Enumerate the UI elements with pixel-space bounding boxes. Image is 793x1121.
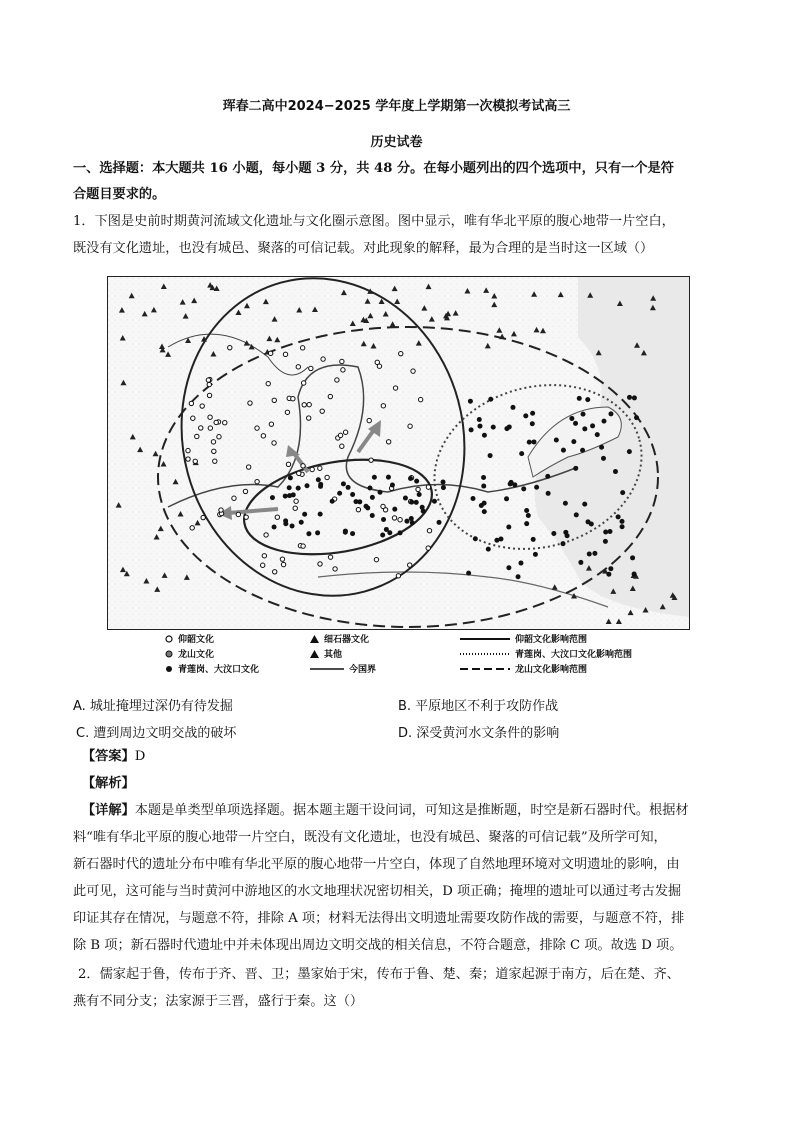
detail-line-5: 印证其存在情况，与题意不符，排除 A 项；材料无法得出文明遗址需要攻防作战的需要，与题意不符，排	[73, 911, 685, 926]
qinglian-site-marker	[499, 536, 504, 541]
yangshao-site-marker	[411, 369, 415, 373]
qinglian-site-marker	[398, 530, 403, 535]
yangshao-site-marker	[318, 466, 322, 470]
qinglian-site-marker	[288, 475, 293, 480]
qinglian-site-marker	[506, 525, 511, 530]
yangshao-site-marker	[328, 555, 332, 559]
yangshao-site-marker	[302, 403, 306, 407]
qinglian-site-marker	[488, 397, 493, 402]
yangshao-site-marker	[340, 444, 344, 448]
qinglian-site-marker	[601, 419, 606, 424]
qinglian-site-marker	[560, 541, 565, 546]
answer-value: D	[134, 749, 146, 764]
yangshao-site-marker	[318, 562, 322, 566]
qinglian-site-marker	[603, 530, 608, 535]
yangshao-site-marker	[207, 393, 211, 397]
qinglian-site-marker	[524, 521, 529, 526]
dotted-line-icon	[460, 652, 510, 656]
yangshao-site-marker	[213, 459, 217, 463]
option-a: A. 城址掩埋过深仍有待发掘	[73, 699, 233, 714]
qinglian-site-marker	[527, 440, 532, 445]
yangshao-site-marker	[272, 398, 276, 402]
qinglian-site-marker	[302, 512, 307, 517]
yangshao-site-marker	[320, 409, 324, 413]
qinglian-site-marker	[481, 475, 486, 480]
answer-line	[82, 748, 732, 766]
yangshao-site-marker	[369, 458, 373, 462]
section-instructions-line1: 一、选择题：本大题共 16 小题，每小题 3 分，共 48 分。在每小题列出的四个选项中，只有一个是符	[73, 161, 674, 176]
qinglian-site-marker	[318, 484, 323, 489]
qinglian-site-marker	[315, 530, 320, 535]
qinglian-site-marker	[573, 466, 578, 471]
map-illustration	[108, 277, 689, 629]
qinglian-site-marker	[305, 483, 310, 488]
yangshao-site-marker	[286, 462, 290, 466]
qinglian-site-marker	[296, 486, 301, 491]
yangshao-site-marker	[300, 346, 304, 350]
qinglian-site-marker	[290, 523, 295, 528]
qinglian-site-marker	[367, 485, 372, 490]
yangshao-site-marker	[427, 529, 431, 533]
exam-title: 珲春二高中2024−2025 学年度上学期第一次模拟考试高三	[222, 99, 571, 114]
yangshao-site-marker	[269, 422, 273, 426]
yangshao-site-marker	[193, 459, 197, 463]
qinglian-site-marker	[414, 479, 419, 484]
yangshao-site-marker	[418, 397, 422, 401]
option-b: B. 平原地区不利于攻防作战	[398, 699, 559, 714]
qinglian-site-marker	[607, 529, 612, 534]
detail-line-2: 料“唯有华北平原的腹心地带一片空白，既没有文化遗址，也没有城邑、聚落的可信记载”及所学可知，	[73, 830, 667, 845]
yangshao-site-marker	[381, 404, 385, 408]
qinglian-site-marker	[563, 530, 568, 535]
yangshao-site-marker	[190, 526, 194, 530]
qinglian-site-marker	[469, 427, 474, 432]
map-legend	[165, 632, 685, 677]
yangshao-site-marker	[301, 381, 305, 385]
legend-yangshao: 仰韶文化	[165, 632, 214, 645]
option-d: D. 深受黄河水文条件的影响	[398, 726, 560, 741]
qinglian-site-marker	[519, 451, 524, 456]
qinglian-site-marker	[350, 531, 355, 536]
qinglian-site-marker	[582, 426, 587, 431]
yangshao-site-marker	[307, 402, 311, 406]
qinglian-site-marker	[523, 413, 528, 418]
qinglian-site-marker	[370, 495, 375, 500]
qinglian-site-marker	[341, 481, 346, 486]
qinglian-site-marker	[337, 491, 342, 496]
qinglian-site-marker	[530, 411, 535, 416]
yangshao-site-marker	[200, 404, 204, 408]
qinglian-site-marker	[551, 531, 556, 536]
yangshao-site-marker	[356, 507, 360, 511]
legend-other: 其他	[310, 647, 342, 660]
yangshao-site-marker	[310, 467, 314, 471]
yangshao-site-marker	[301, 544, 305, 548]
qinglian-site-marker	[620, 490, 625, 495]
yangshao-site-marker	[386, 440, 390, 444]
yangshao-site-marker	[294, 499, 298, 503]
yangshao-site-marker	[374, 557, 378, 561]
qinglian-site-marker	[524, 508, 529, 513]
yangshao-site-marker	[340, 359, 344, 363]
qinglian-site-marker	[318, 512, 323, 517]
yangshao-site-marker	[207, 382, 211, 386]
qinglian-site-marker	[546, 491, 551, 496]
qinglian-site-marker	[587, 551, 592, 556]
yangshao-site-marker	[426, 546, 430, 550]
legend-qinglian: 青莲岗、大汶口文化	[165, 662, 259, 675]
yangshao-site-marker	[296, 365, 300, 369]
qinglian-site-marker	[531, 439, 536, 444]
yangshao-site-marker	[248, 401, 252, 405]
qinglian-site-marker	[306, 531, 311, 536]
qinglian-site-marker	[381, 517, 386, 522]
qinglian-site-marker	[350, 492, 355, 497]
yangshao-site-marker	[266, 381, 270, 385]
qinglian-site-marker	[408, 476, 413, 481]
qinglian-site-marker	[613, 469, 618, 474]
qinglian-site-marker	[592, 551, 597, 556]
qinglian-site-marker	[574, 512, 579, 517]
qinglian-site-marker	[414, 500, 419, 505]
qinglian-site-marker	[392, 507, 397, 512]
dashed-line-icon	[460, 667, 510, 671]
legend-longshan: 龙山文化	[165, 647, 214, 660]
question-2-stem-line2: 燕有不同分支；法家源于三晋，盛行于秦。这（）	[73, 994, 364, 1009]
yangshao-site-marker	[325, 475, 329, 479]
qinglian-site-marker	[316, 477, 321, 482]
yangshao-site-marker	[307, 416, 311, 420]
qinglian-site-marker	[380, 533, 385, 538]
qinglian-site-marker	[573, 421, 578, 426]
qinglian-site-marker	[481, 484, 486, 489]
qinglian-site-marker	[634, 415, 639, 420]
yangshao-site-marker	[268, 351, 272, 355]
qinglian-site-marker	[364, 504, 369, 509]
yangshao-site-marker	[206, 378, 210, 382]
qinglian-site-marker	[516, 574, 521, 579]
qinglian-site-marker	[432, 499, 437, 504]
qinglian-site-marker	[506, 565, 511, 570]
yangshao-site-marker	[211, 440, 215, 444]
yangshao-site-marker	[214, 420, 218, 424]
yangshao-site-marker	[333, 567, 337, 571]
qinglian-site-marker	[577, 396, 582, 401]
qinglian-site-marker	[601, 456, 606, 461]
yangshao-site-marker	[392, 516, 396, 520]
qinglian-site-marker	[632, 395, 637, 400]
qinglian-site-marker	[410, 520, 415, 525]
yangshao-site-marker	[367, 418, 371, 422]
triangle-icon	[310, 635, 319, 643]
yangshao-site-marker	[280, 557, 284, 561]
qinglian-site-marker	[603, 539, 608, 544]
qinglian-site-marker	[606, 572, 611, 577]
yangshao-site-marker	[201, 515, 205, 519]
yangshao-site-marker	[297, 471, 301, 475]
yangshao-site-marker	[396, 574, 400, 578]
yangshao-site-marker	[255, 426, 259, 430]
detail-line-1: 【详解】本题是单类型单项选择题。据本题主题干设问词，可知这是推断题，时空是新石器时代。根据材	[82, 803, 689, 818]
qinglian-site-marker	[491, 425, 496, 430]
qinglian-site-marker	[468, 399, 473, 404]
qinglian-site-marker	[595, 432, 600, 437]
qinglian-site-marker	[504, 496, 509, 501]
qinglian-site-marker	[599, 445, 604, 450]
question-1-stem-line2: 既没有文化遗址，也没有城邑、聚落的可信记载。对此现象的解释，最为合理的是当时这一区域（）	[73, 241, 654, 256]
qinglian-site-marker	[571, 439, 576, 444]
qinglian-site-marker	[270, 495, 275, 500]
qinglian-site-marker	[585, 397, 590, 402]
qinglian-site-marker	[580, 448, 585, 453]
yangshao-site-marker	[262, 554, 266, 558]
analysis-tag: 【解析】	[82, 776, 135, 791]
qinglian-site-marker	[608, 566, 613, 571]
yangshao-site-marker	[291, 397, 295, 401]
qinglian-site-marker	[287, 485, 292, 490]
yangshao-site-marker	[232, 496, 236, 500]
yangshao-site-marker	[398, 518, 402, 522]
yangshao-site-marker	[191, 416, 195, 420]
qinglian-site-marker	[441, 485, 446, 490]
yangshao-site-marker	[408, 424, 412, 428]
yangshao-site-marker	[281, 562, 285, 566]
yellow-river-culture-map	[107, 276, 690, 630]
qinglian-site-marker	[508, 481, 513, 486]
yangshao-site-marker	[261, 434, 265, 438]
qinglian-site-marker	[299, 520, 304, 525]
qinglian-site-marker	[521, 486, 526, 491]
qinglian-site-marker	[272, 524, 277, 529]
yangshao-site-marker	[393, 386, 397, 390]
qinglian-site-marker	[486, 547, 491, 552]
yangshao-site-marker	[293, 506, 297, 510]
qinglian-site-marker	[578, 560, 583, 565]
qinglian-site-marker	[616, 514, 621, 519]
subject-title: 历史试卷	[370, 135, 423, 150]
yangshao-site-marker	[321, 357, 325, 361]
yangshao-site-marker	[260, 563, 264, 567]
qinglian-site-marker	[627, 449, 632, 454]
qinglian-site-marker	[403, 496, 408, 501]
qinglian-site-marker	[530, 421, 535, 426]
qinglian-site-marker	[533, 552, 538, 557]
qinglian-site-marker	[372, 475, 377, 480]
legend-qinglian-range: 青莲岗、大汶口文化影响范围	[460, 647, 632, 660]
legend-microlith: 细石器文化	[310, 632, 369, 645]
qinglian-site-marker	[627, 395, 632, 400]
qinglian-site-marker	[283, 521, 288, 526]
qinglian-site-marker	[409, 500, 414, 505]
filled-circle-icon	[165, 665, 173, 673]
yangshao-site-marker	[244, 515, 248, 519]
qinglian-site-marker	[620, 524, 625, 529]
qinglian-site-marker	[620, 519, 625, 524]
yangshao-site-marker	[416, 487, 420, 491]
qinglian-site-marker	[330, 499, 335, 504]
yangshao-site-marker	[301, 464, 305, 468]
qinglian-site-marker	[534, 485, 539, 490]
qinglian-site-marker	[608, 411, 613, 416]
solid-line-icon	[310, 667, 344, 671]
qinglian-site-marker	[477, 424, 482, 429]
qinglian-site-marker	[561, 448, 566, 453]
qinglian-site-marker	[526, 513, 531, 518]
legend-border: 今国界	[310, 662, 376, 675]
yangshao-site-marker	[217, 435, 221, 439]
open-circle-icon	[165, 635, 173, 643]
yangshao-site-marker	[283, 352, 287, 356]
yangshao-site-marker	[377, 364, 381, 368]
yangshao-site-marker	[195, 434, 199, 438]
yangshao-site-marker	[272, 441, 276, 445]
qinglian-site-marker	[420, 505, 425, 510]
qinglian-site-marker	[589, 522, 594, 527]
yangshao-site-marker	[309, 366, 313, 370]
yangshao-site-marker	[426, 485, 430, 489]
qinglian-site-marker	[466, 571, 471, 576]
qinglian-site-marker	[507, 424, 512, 429]
qinglian-site-marker	[378, 490, 383, 495]
qinglian-site-marker	[346, 485, 351, 490]
qinglian-site-marker	[479, 503, 484, 508]
qinglian-site-marker	[291, 492, 296, 497]
qinglian-site-marker	[482, 433, 487, 438]
detail-tag: 【详解】	[82, 803, 135, 818]
yangshao-site-marker	[228, 345, 232, 349]
yangshao-site-marker	[246, 465, 250, 469]
detail-line-6: 除 B 项；新石器时代遗址中并未体现出周边文明交战的相关信息，不符合题意，排除 C 项。故选 D 项。	[73, 938, 683, 953]
qinglian-site-marker	[482, 509, 487, 514]
qinglian-site-marker	[387, 530, 392, 535]
yangshao-site-marker	[199, 426, 203, 430]
yangshao-site-marker	[264, 533, 268, 537]
yangshao-site-marker	[208, 426, 212, 430]
qinglian-site-marker	[437, 520, 442, 525]
qinglian-site-marker	[473, 536, 478, 541]
qinglian-site-marker	[590, 423, 595, 428]
qinglian-site-marker	[531, 537, 536, 542]
qinglian-site-marker	[545, 474, 550, 479]
yangshao-site-marker	[223, 420, 227, 424]
qinglian-site-marker	[386, 475, 391, 480]
yangshao-site-marker	[408, 563, 412, 567]
section-instructions-line2: 合题目要求的。	[73, 187, 166, 202]
qinglian-site-marker	[488, 453, 493, 458]
yangshao-site-marker	[219, 508, 223, 512]
yangshao-site-marker	[186, 457, 190, 461]
qinglian-site-marker	[470, 496, 475, 501]
yangshao-site-marker	[285, 410, 289, 414]
option-c: C. 遭到周边文明交战的破坏	[76, 726, 237, 741]
question-1-stem-line1: 1．下图是史前时期黄河流域文化遗址与文化圈示意图。图中显示，唯有华北平原的腹心地带一片空白，	[73, 214, 675, 229]
qinglian-site-marker	[510, 405, 515, 410]
qinglian-site-marker	[390, 483, 395, 488]
qinglian-site-marker	[404, 519, 409, 524]
qinglian-site-marker	[441, 479, 446, 484]
qinglian-site-marker	[569, 416, 574, 421]
qinglian-site-marker	[512, 482, 517, 487]
qinglian-site-marker	[370, 513, 375, 518]
qinglian-site-marker	[563, 501, 568, 506]
yangshao-site-marker	[328, 394, 332, 398]
qinglian-site-marker	[353, 499, 358, 504]
qinglian-site-marker	[283, 494, 288, 499]
qinglian-site-marker	[518, 561, 523, 566]
qinglian-site-marker	[343, 530, 348, 535]
qinglian-site-marker	[630, 555, 635, 560]
yangshao-site-marker	[255, 479, 259, 483]
qinglian-site-marker	[477, 417, 482, 422]
yangshao-site-marker	[212, 449, 216, 453]
qinglian-site-marker	[582, 502, 587, 507]
qinglian-site-marker	[554, 437, 559, 442]
qinglian-site-marker	[409, 516, 414, 521]
legend-yangshao-range: 仰韶文化影响范围	[460, 632, 587, 645]
yangshao-site-marker	[275, 515, 279, 519]
qinglian-site-marker	[581, 412, 586, 417]
yangshao-site-marker	[338, 433, 342, 437]
yangshao-site-marker	[343, 430, 347, 434]
yangshao-site-marker	[335, 378, 339, 382]
qinglian-site-marker	[632, 572, 637, 577]
detail-line-3: 新石器时代的遗址分布中唯有华北平原的腹心地带一片空白，体现了自然地理环境对文明遗址的影响，由	[73, 857, 680, 872]
yangshao-site-marker	[186, 448, 190, 452]
answer-tag: 【答案】	[82, 749, 135, 764]
yangshao-site-marker	[341, 368, 345, 372]
yangshao-site-marker	[243, 489, 247, 493]
solid-line-icon	[460, 637, 510, 641]
legend-longshan-range: 龙山文化影响范围	[460, 662, 587, 675]
qinglian-site-marker	[417, 492, 422, 497]
ring-circle-icon	[165, 650, 173, 658]
yangshao-site-marker	[208, 415, 212, 419]
yangshao-site-marker	[381, 504, 385, 508]
question-2-stem-line1: 2．儒家起于鲁，传布于齐、晋、卫；墨家始于宋，传布于鲁、楚、秦；道家起源于南方，后在楚、齐、	[78, 967, 680, 982]
detail-line-4: 此可见，这可能与当时黄河中游地区的水文地理状况密切相关，D 项正确；掩埋的遗址可以通过考古发掘	[73, 884, 682, 899]
triangle-icon	[310, 650, 319, 658]
yangshao-site-marker	[236, 512, 240, 516]
yangshao-site-marker	[399, 351, 403, 355]
yangshao-site-marker	[273, 570, 277, 574]
yangshao-site-marker	[189, 401, 193, 405]
